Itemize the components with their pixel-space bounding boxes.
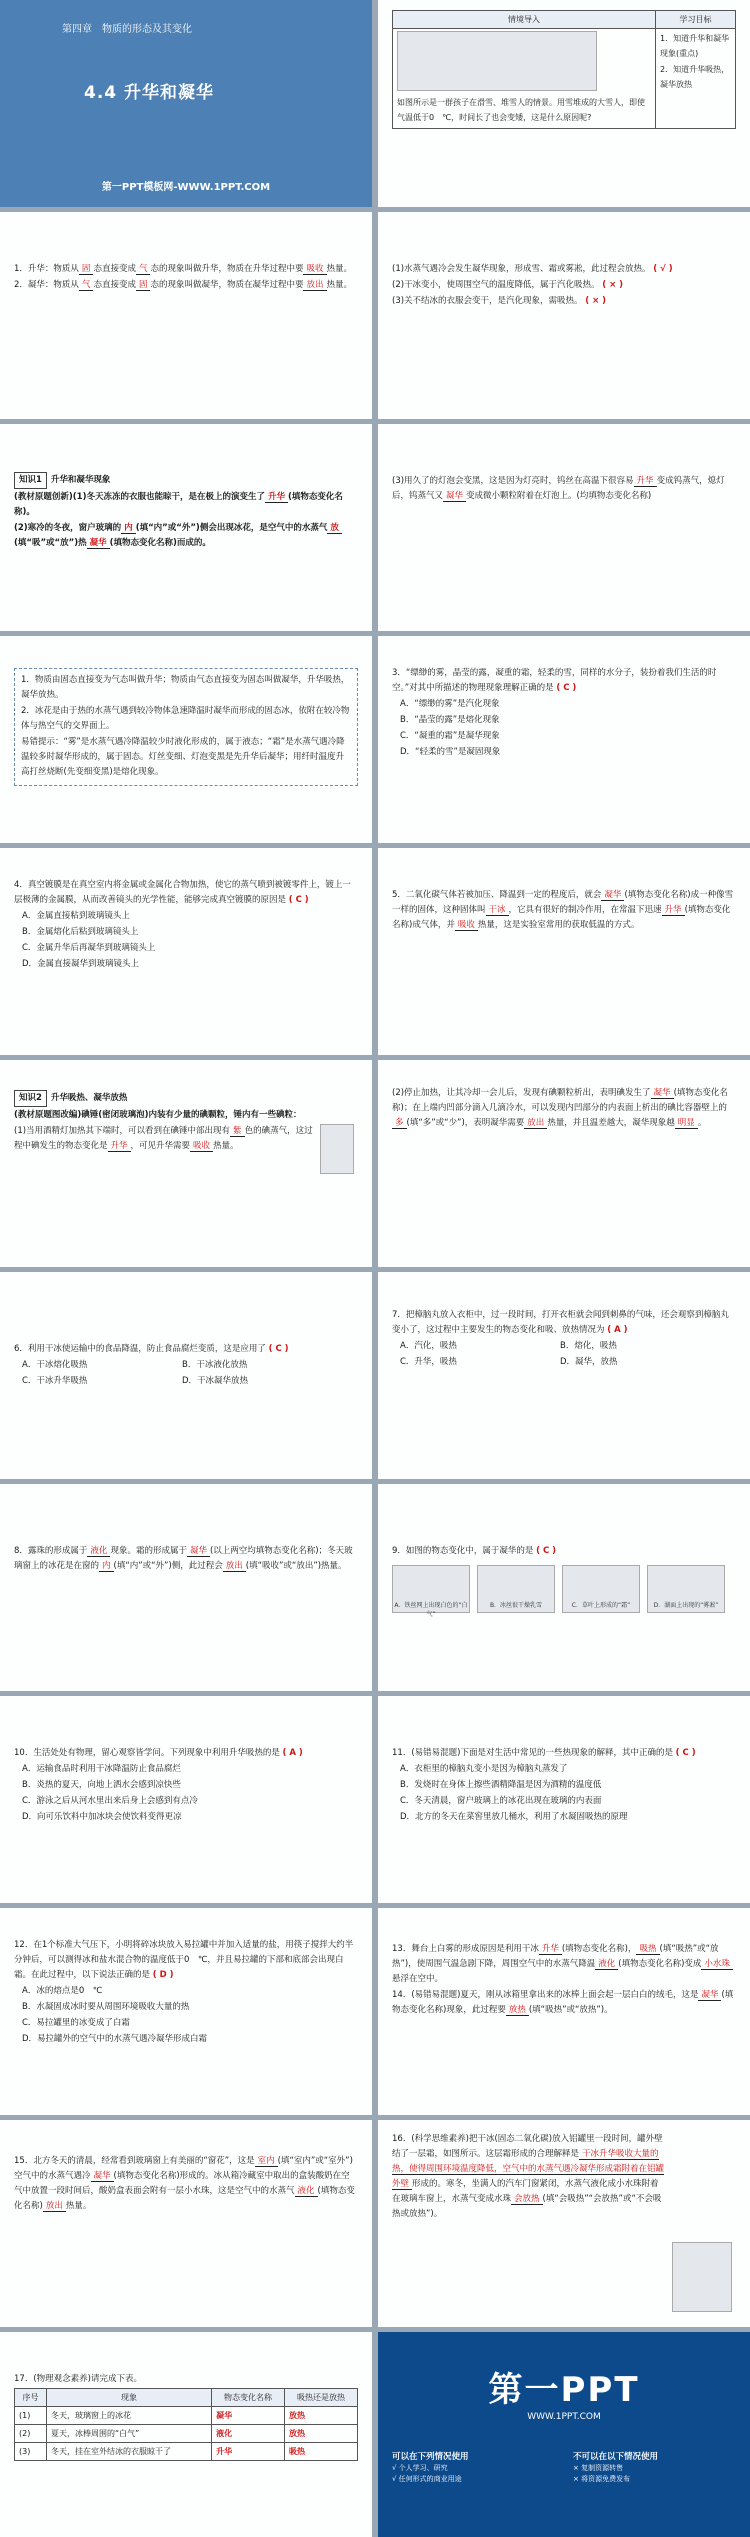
q10-option-d: D．向可乐饮料中加冰块会使饮料变得更凉 — [22, 1812, 182, 1822]
q9-text: 9．如图的物态变化中，属于凝华的是 ( C ) — [392, 1546, 557, 1556]
q15-text: 15．北方冬天的清晨，经常看到玻璃窗上有美丽的“窗花”，这是 室内 (填“室内”或“室外”)空气中的水蒸气遇冷 凝华 (填物态变化名称)形成的。冰从箱冷藏室中取出的盒装酸奶在空气中放置一段时间后，酸奶盒表面会附有一层小水珠，这是空气中的水蒸气 液化 (填物态变化名称) 放出 热量。 — [14, 2156, 355, 2211]
q17-col-index: 序号 — [15, 2389, 47, 2407]
q7-options-cd: C．升华，吸热 D．凝华，放热 — [400, 1357, 618, 1367]
brand-logo: 第一PPT — [488, 2370, 640, 2410]
q4-option-a: A．金属直接粘到玻璃镜头上 — [22, 911, 130, 921]
q4-option-b: B．金属熔化后粘到玻璃镜头上 — [22, 927, 139, 937]
q6-text: 6．利用干冰使运输中的食品降温，防止食品腐烂变质，这是应用了 ( C ) — [14, 1344, 289, 1354]
brand-url: WWW.1PPT.COM — [527, 2412, 601, 2422]
usage-allowed-title: 可以在下列情况使用 — [392, 2452, 469, 2462]
q12-option-a: A．冰的熔点是0 ℃ — [22, 1986, 103, 1996]
header-scene: 情境导入 — [393, 11, 656, 29]
q10-option-a: A．运输食品时利用干冰降温防止食品腐烂 — [22, 1764, 181, 1774]
slide-summary — [0, 636, 372, 843]
q11-option-c: C．冬天清晨，窗户玻璃上的冰花出现在玻璃的内表面 — [400, 1796, 602, 1806]
snow-scene-image — [397, 31, 597, 91]
definition-sublimation: 1．升华：物质从 固 态直接变成 气 态的现象叫做升华，物质在升华过程中要 吸收 热量。 — [14, 264, 353, 274]
q7-text: 7．把樟脑丸放入衣柜中，过一段时间，打开衣柜就会闻到刺鼻的气味，还会观察到樟脑丸变小了，这过程中主要发生的物态变化和吸、放热情况为 ( A ) — [392, 1310, 729, 1335]
slide-q15 — [0, 2120, 372, 2327]
knowledge-2-q1: (1)当用酒精灯加热其下端时，可以看到在碘锤中部出现有 紫 色的碘蒸气，这过程中碘发生的物态变化是 升华 ，可见升华需要 吸收 热量。 — [14, 1126, 313, 1151]
q12-text: 12．在1个标准大气压下，小明将碎冰块放入易拉罐中并加入适量的盐，用筷子搅拌大约半分钟后，可以测得冰和盐水混合物的温度低于0 ℃，并且易拉罐的下部和底部会出现白霜。在此过程中，以下说法正确的是 ( D ) — [14, 1940, 354, 1980]
q17-col-phenomenon: 现象 — [46, 2389, 211, 2407]
q3-option-b: B．“晶莹的露”是熔化现象 — [400, 715, 500, 725]
summary-box — [14, 668, 358, 786]
q8-text: 8．露珠的形成属于 液化 现象。霜的形成属于 凝华 (以上两空均填物态变化名称)；冬天玻璃窗上的冰花是在窗的 内 (填“内”或“外”)侧，此过程会 放出 (填“吸收”或“放出”)热量。 — [14, 1546, 353, 1571]
judgement-2: (2)干冰变小，使周围空气的温度降低，属于汽化吸热。 ( × ) — [392, 280, 624, 290]
slide-q11 — [378, 1696, 750, 1903]
usage-allowed-text: √ 个人学习、研究 √ 任何形式的商业用途 — [392, 2464, 462, 2483]
iodine-q2: (2)停止加热，让其冷却一会儿后，发现有碘颗粒析出，表明碘发生了 凝华 (填物态变化名称)；在上端内凹部分滴入几滴冷水，可以发现内凹部分的内表面上析出的碘比容器壁上的多 (填“多”或“少”)，表明凝华需要 放出 热量，并且温差越大，凝华现象越 明显 。 — [392, 1088, 728, 1128]
usage-denied-title: 不可以在以下情况使用 — [573, 2452, 659, 2462]
usage-denied-text: × 复制资源转售 × 将资源免费发布 — [573, 2464, 631, 2483]
table-row: (1) 冬天，玻璃窗上的冰花 凝华 放热 — [15, 2407, 358, 2425]
slide-q17 — [0, 2332, 372, 2537]
dry-ice-can-image — [672, 2242, 732, 2312]
q9-image-d: D．湖面上出现的“雾凇” — [647, 1565, 725, 1613]
knowledge-1-q2: (2)寒冷的冬夜，窗户玻璃的 内 (填“内”或“外”)侧会出现冰花，是空气中的水蒸气 放(填“吸”或“放”)热 凝华 (填物态变化名称)而成的。 — [14, 521, 358, 551]
slide-q4 — [0, 848, 372, 1055]
slide-iodine-2 — [378, 1060, 750, 1267]
slide-knowledge-2 — [0, 1060, 372, 1267]
scene-text: 如图所示是一群孩子在滑雪、堆雪人的情景。用雪堆成的大雪人，即使气温低于0 ℃，时间长了也会变矮，这是什么原因呢? — [397, 98, 645, 122]
q6-options-cd: C．干冰升华吸热 D．干冰凝华放热 — [22, 1376, 249, 1386]
q9-image-a: A．铁丝网上出现白色的“白气” — [392, 1565, 470, 1613]
q17-col-change: 物态变化名称 — [212, 2389, 285, 2407]
slide-logo — [378, 2332, 750, 2537]
q10-text: 10．生活处处有物理，留心观察皆学问。下列现象中利用升华吸热的是 ( A ) — [14, 1748, 303, 1758]
lesson-title: 4.4 升华和凝华 — [84, 83, 215, 103]
slide-q12 — [0, 1908, 372, 2115]
intro-table — [392, 10, 736, 129]
q3-text: 3．“缥缈的雾，晶莹的露，凝重的霜，轻柔的雪，同样的水分子，装扮着我们生活的时空。”对其中所描述的物理现象理解正确的是 ( C ) — [392, 668, 717, 693]
iodine-tube-image — [320, 1124, 354, 1174]
q11-text: 11．(易错易混题)下面是对生活中常见的一些热现象的解释，其中正确的是 ( C ) — [392, 1748, 696, 1758]
knowledge-2-head: 知识2 升华吸热、凝华放热 — [14, 1090, 358, 1107]
q12-option-c: C．易拉罐里的冰变成了白霜 — [22, 2018, 130, 2028]
slide-q7 — [378, 1272, 750, 1479]
q3-option-d: D．“轻柔的雪”是凝固现象 — [400, 747, 501, 757]
q16-text: 16．(科学思维素养)把干冰(固态二氧化碳)放入铝罐里一段时间，罐外壁结了一层霜，如图所示。这层霜形成的合理解释是 干冰升华吸收大量的热，使得周围环境温度降低，空气中的水蒸气遇冷凝华形成霜附着在铝罐外壁 形成的。寒冬，坐满人的汽车门窗紧闭，水蒸气液化成小水珠附着在玻璃车窗上，水蒸气变成水珠 会放热 (填“会吸热”“会放热”或“不会吸热或放热”)。 — [392, 2134, 665, 2219]
slide-q9 — [378, 1484, 750, 1691]
slide-q8 — [0, 1484, 372, 1691]
q10-option-b: B．炎热的夏天，向地上洒水会感到凉快些 — [22, 1780, 181, 1790]
slide-q16 — [378, 2120, 750, 2327]
q6-options-ab: A．干冰熔化吸热 B．干冰液化放热 — [22, 1360, 248, 1370]
chapter-label: 第四章 物质的形态及其变化 — [62, 24, 192, 35]
slide-bulb — [378, 424, 750, 631]
goal-2: 2．知道升华吸热，凝华放热 — [660, 65, 730, 89]
slide-knowledge-1 — [0, 424, 372, 631]
q11-option-a: A．衣柜里的樟脑丸变小是因为樟脑丸蒸发了 — [400, 1764, 568, 1774]
goal-1: 1．知道升华和凝华现象(重点) — [660, 34, 730, 58]
q13-text: 13．舞台上白雾的形成原因是利用干冰 升华 (填物态变化名称)， 吸热 (填“吸热”或“放热”)，使周围气温急剧下降，周围空气中的水蒸气降温 液化 (填物态变化名称)变成 小水珠悬浮在空中。 — [392, 1942, 736, 1987]
slide-judgement — [378, 212, 750, 419]
knowledge-1-head: 知识1 升华和凝华现象 — [14, 472, 358, 489]
slide-definitions — [0, 212, 372, 419]
summary-3: 易错提示：“雾”是水蒸气遇冷降温较少时液化形成的，属于液态；“霜”是水蒸气遇冷降温较多时凝华形成的，属于固态。灯丝变细、灯泡变黑是先升华后凝华；用纤时温度升高打丝烧断(先变细变黑)是熔化现象。 — [21, 737, 345, 777]
knowledge-2-source: (教材原题图改编)碘锤(密闭玻璃泡)内装有少量的碘颗粒，锤内有一些碘粒： — [14, 1110, 302, 1120]
q9-image-c: C．草叶上形成的“霜” — [562, 1565, 640, 1613]
website-label: 第一PPT模板网-WWW.1PPT.COM — [101, 182, 271, 193]
summary-2: 2．冰花是由于热的水蒸气遇到较冷物体急速降温时凝华而形成的固态冰，依附在较冷物体与热空气的交界面上。 — [21, 706, 350, 731]
summary-1: 1．物质由固态直接变为气态叫做升华；物质由气态直接变为固态叫做凝华，升华吸热，凝华放热。 — [21, 675, 350, 700]
slide-title — [0, 0, 372, 207]
table-row: (2) 夏天，冰棒周围的“白气” 液化 放热 — [15, 2425, 358, 2443]
q3-option-a: A．“缥缈的雾”是汽化现象 — [400, 699, 500, 709]
slide-q3 — [378, 636, 750, 843]
header-goals: 学习目标 — [656, 11, 736, 29]
q4-option-c: C．金属升华后再凝华到玻璃镜头上 — [22, 943, 156, 953]
q14-text: 14．(易错易混题)夏天，刚从冰箱里拿出来的冰棒上面会起一层白白的绒毛，这是 凝华 (填物态变化名称)现象，此过程要 放热 (填“吸热”或“放热”)。 — [392, 1990, 734, 2015]
slide-intro — [378, 0, 750, 207]
q17-text: 17．(物理观念素养)请完成下表。 — [14, 2374, 142, 2384]
q11-option-d: D．北方的冬天在菜窖里放几桶水，利用了水凝固吸热的原理 — [400, 1812, 628, 1822]
slide-q13-q14 — [378, 1908, 750, 2115]
table-row: (3) 冬天，挂在室外结冰的衣服晾干了 升华 吸热 — [15, 2443, 358, 2461]
bulb-question: (3)用久了的灯泡会变黑，这是因为灯亮时，钨丝在高温下很容易 升华 变成钨蒸气，熄灯后，钨蒸气又 凝华 变成微小颗粒附着在灯泡上。(均填物态变化名称) — [392, 476, 725, 501]
q4-option-d: D．金属直接凝华到玻璃镜头上 — [22, 959, 140, 969]
q9-image-b: B．冰丝很干燥乳雪 — [477, 1565, 555, 1613]
judgement-1: (1)水蒸气遇冷会发生凝华现象，形成雪、霜或雾凇，此过程会放热。 ( √ ) — [392, 264, 673, 274]
judgement-3: (3)关不结冰的衣服会变干，是汽化现象，需吸热。 ( × ) — [392, 296, 607, 306]
q5-text: 5．二氧化碳气体若被加压、降温到一定的程度后，就会 凝华 (填物态变化名称)成一种像雪一样的固体，这种固体叫 干冰 ，它具有很好的制冷作用，在常温下迅速 升华 (填物态变化名称)成气体，并 吸收 热量，这是实验室常用的获取低温的方式。 — [392, 890, 734, 930]
q12-option-b: B．水凝固成冰时要从周围环境吸收大量的热 — [22, 2002, 190, 2012]
slide-q10 — [0, 1696, 372, 1903]
slide-q6 — [0, 1272, 372, 1479]
q12-option-d: D．易拉罐外的空气中的水蒸气遇冷凝华形成白霜 — [22, 2034, 208, 2044]
definition-deposition: 2．凝华：物质从 气 态直接变成 固 态的现象叫做凝华，物质在凝华过程中要 放出 热量。 — [14, 280, 353, 290]
q17-table — [14, 2388, 358, 2461]
q3-option-c: C．“凝重的霜”是凝华现象 — [400, 731, 500, 741]
q4-text: 4．真空镀膜是在真空室内将金属或金属化合物加热，使它的蒸气喷到被镀零件上，镀上一层极薄的金属膜，从而改善镜头的光学性能，能够完成真空镀膜的原因是 ( C ) — [14, 880, 351, 905]
q11-option-b: B．发烧时在身体上擦些酒精降温是因为酒精的温度低 — [400, 1780, 602, 1790]
slide-q5 — [378, 848, 750, 1055]
q10-option-c: C．游泳之后从河水里出来后身上会感到有点冷 — [22, 1796, 198, 1806]
q7-options-ab: A．汽化，吸热 B．熔化，吸热 — [400, 1341, 617, 1351]
q17-col-heat: 吸热还是放热 — [285, 2389, 358, 2407]
knowledge-1-q1: (教材原题创新)(1)冬天冻冻的衣服也能晾干，是在极上的演变生了 升华 (填物态变化名称)。 — [14, 492, 343, 517]
